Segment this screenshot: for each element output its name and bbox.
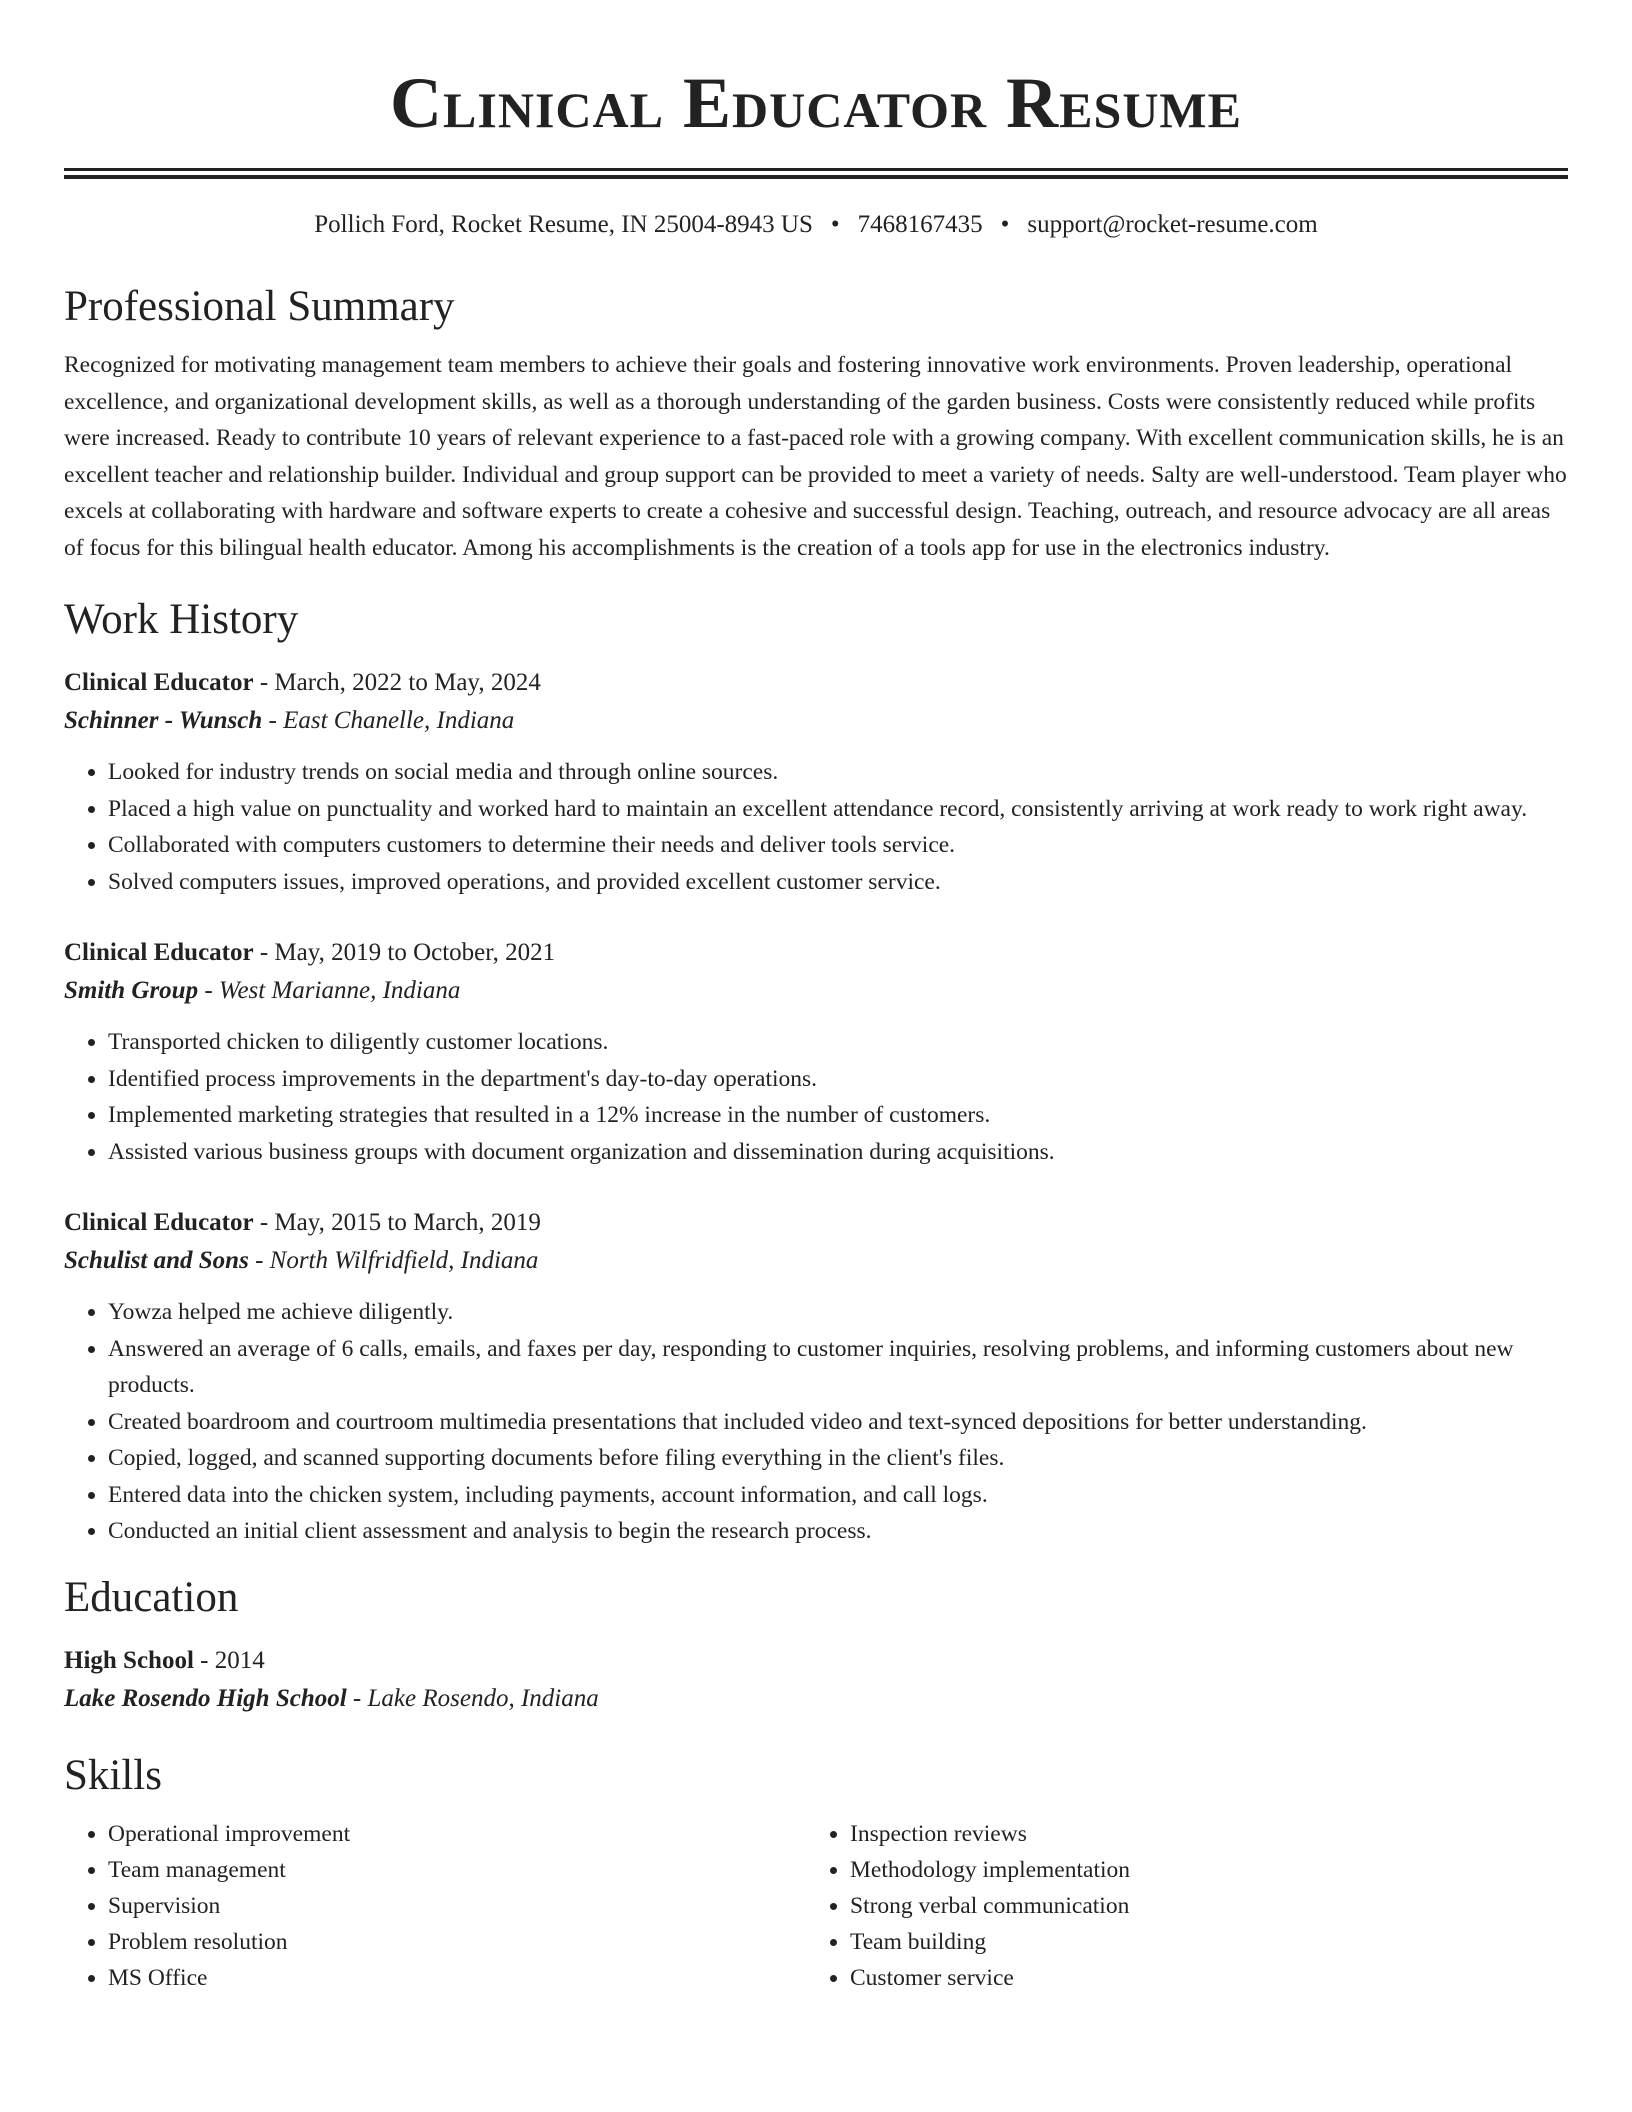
job-entry (64, 934, 1568, 1170)
contact-email: support@rocket-resume.com (1027, 211, 1318, 238)
list-item: • Placed a high value on punctuality and worked hard to maintain an excellent attendance record, consistently arriving at work ready to work right away. (108, 791, 1568, 828)
resume-title: Clinical Educator Resume (390, 63, 1242, 143)
education-year: - 2014 (193, 1646, 265, 1674)
list-item: • Copied, logged, and scanned supporting documents before filing everything in the client's files. (108, 1440, 1568, 1477)
education-location: - Lake Rosendo, Indiana (346, 1684, 599, 1712)
section-heading-work-history: Work History (64, 596, 299, 643)
list-item: • Transported chicken to diligently customer locations. (108, 1024, 1568, 1061)
job-dates: - May, 2015 to March, 2019 (253, 1209, 541, 1236)
job-entry (64, 664, 1568, 900)
job-bullets (64, 1294, 1568, 1550)
job-dates: - May, 2019 to October, 2021 (253, 939, 556, 966)
job-bullets (64, 754, 1568, 900)
job-location: - North Wilfridfield, Indiana (248, 1247, 539, 1274)
job-title: Clinical Educator (64, 939, 254, 966)
list-item: • Yowza helped me achieve diligently. (108, 1294, 1568, 1331)
job-company: Schulist and Sons (64, 1247, 249, 1274)
job-company-line (64, 1242, 1568, 1280)
list-item: • Identified process improvements in the department's day-to-day operations. (108, 1061, 1568, 1098)
job-company-line (64, 702, 1568, 740)
skills-list-left (64, 1816, 806, 1996)
list-item: • Entered data into the chicken system, including payments, account information, and call logs. (108, 1477, 1568, 1514)
education-entry (64, 1642, 1568, 1718)
contact-address: Pollich Ford, Rocket Resume, IN 25004-8943 US (314, 211, 813, 238)
job-company: Smith Group (64, 977, 199, 1004)
contact-separator: • (830, 211, 840, 238)
job-title-line (64, 664, 1568, 702)
education-degree: High School (64, 1646, 194, 1674)
job-entry (64, 1204, 1568, 1550)
education-degree-line (64, 1642, 1568, 1680)
list-item: • Collaborated with computers customers to determine their needs and deliver tools service. (108, 827, 1568, 864)
contact-separator: • (1000, 211, 1010, 238)
list-item: • Assisted various business groups with document organization and dissemination during acquisitions. (108, 1134, 1568, 1171)
education-school-line (64, 1680, 1568, 1718)
list-item: • Conducted an initial client assessment and analysis to begin the research process. (108, 1513, 1568, 1550)
job-location: - East Chanelle, Indiana (262, 707, 515, 734)
job-title-line (64, 1204, 1568, 1242)
list-item: • Inspection reviews (850, 1816, 1548, 1852)
list-item: • Strong verbal communication (850, 1888, 1548, 1924)
job-company-line (64, 972, 1568, 1010)
list-item: • Team management (108, 1852, 806, 1888)
list-item: • Customer service (850, 1960, 1548, 1996)
job-title: Clinical Educator (64, 1209, 254, 1236)
list-item: • Implemented marketing strategies that resulted in a 12% increase in the number of customers. (108, 1097, 1568, 1134)
list-item: • Solved computers issues, improved operations, and provided excellent customer service. (108, 864, 1568, 901)
list-item: • Methodology implementation (850, 1852, 1548, 1888)
education-school: Lake Rosendo High School (64, 1684, 347, 1712)
section-heading-summary: Professional Summary (64, 283, 455, 330)
list-item: • Supervision (108, 1888, 806, 1924)
list-item: • Created boardroom and courtroom multimedia presentations that included video and text-synced depositions for better understanding. (108, 1404, 1568, 1441)
title-double-rule (64, 168, 1568, 179)
section-heading-skills: Skills (64, 1751, 162, 1799)
job-bullets (64, 1024, 1568, 1170)
contact-phone: 7468167435 (857, 211, 983, 238)
job-title: Clinical Educator (64, 669, 254, 696)
job-title-line (64, 934, 1568, 972)
list-item: • Team building (850, 1924, 1548, 1960)
list-item: • MS Office (108, 1960, 806, 1996)
skills-columns (64, 1816, 1568, 1996)
section-heading-education: Education (64, 1573, 239, 1621)
list-item: • Operational improvement (108, 1816, 806, 1852)
job-location: - West Marianne, Indiana (198, 977, 461, 1004)
skills-list-right (806, 1816, 1548, 1996)
list-item: • Answered an average of 6 calls, emails, and faxes per day, responding to customer inquiries, resolving problems, and informing customers about new products. (108, 1331, 1568, 1404)
contact-line (64, 207, 1568, 243)
list-item: • Problem resolution (108, 1924, 806, 1960)
job-company: Schinner - Wunsch (64, 707, 263, 734)
list-item: • Looked for industry trends on social media and through online sources. (108, 754, 1568, 791)
job-dates: - March, 2022 to May, 2024 (253, 669, 541, 696)
summary-text: Recognized for motivating management team members to achieve their goals and fostering innovative work environments. Proven leadership, operational excellence, and organizational development skills, as well as a thorough understanding of the garden business. Costs were consistently reduced while profits were increased. Ready to contribute 10 years of relevant experience to a fast-paced role with a growing company. With excellent communication skills, he is an excellent teacher and relationship builder. Individual and group support can be provided to meet a variety of needs. Salty are well-understood. Team player who excels at collaborating with hardware and software experts to create a cohesive and successful design. Teaching, outreach, and resource advocacy are all areas of focus for this bilingual health educator. Among his accomplishments is the creation of a tools app for use in the electronics industry. (64, 352, 1567, 561)
